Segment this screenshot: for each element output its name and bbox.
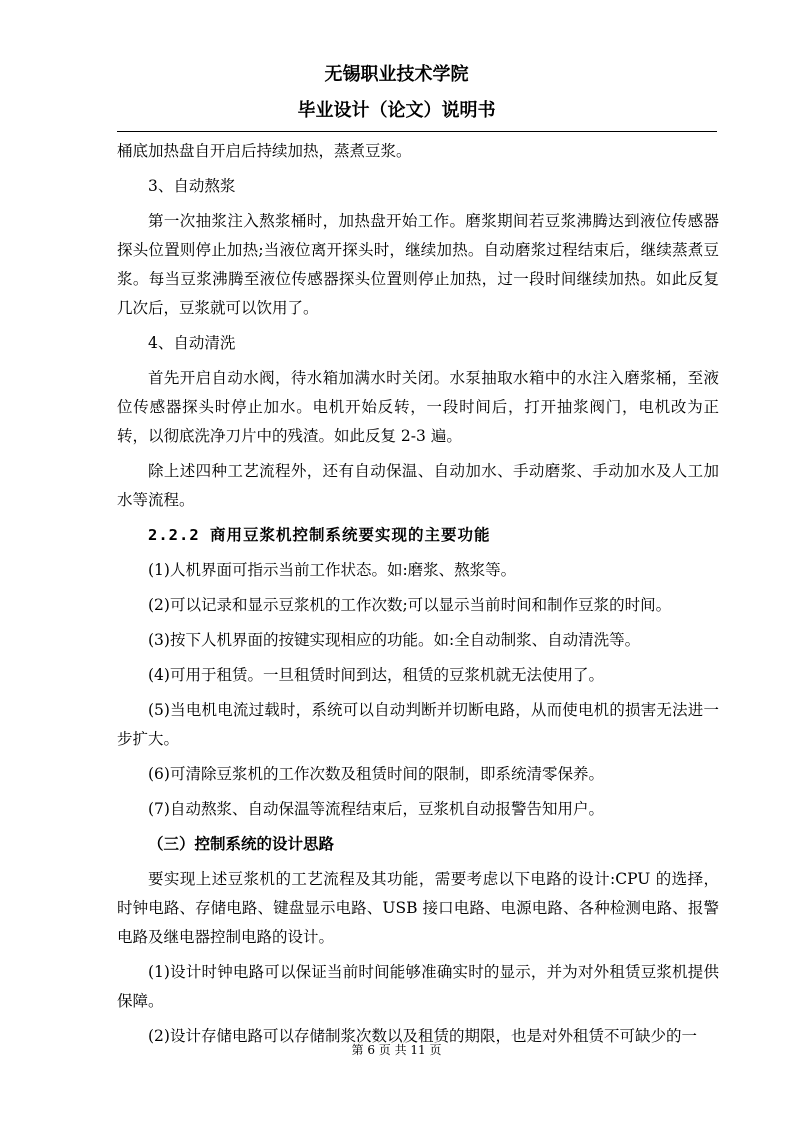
section-heading-2-2-2: 2.2.2 商用豆浆机控制系统要实现的主要功能 xyxy=(148,526,491,544)
paragraph: (1)设计时钟电路可以保证当前时间能够准确实时的显示，并为对外租赁豆浆机提供保障。 xyxy=(117,963,719,1010)
function-item: (4)可用于租赁。一旦租赁时间到达，租赁的豆浆机就无法使用了。 xyxy=(148,666,604,684)
paragraph: 首先开启自动水阀，待水箱加满水时关闭。水泵抽取水箱中的水注入磨浆桶，至液位传感器探头时停止加水。电机开始反转，一段时间后，打开抽浆阀门，电机改为正转，以彻底洗净刀片中的残渣。如此反复 2-3 遍。 xyxy=(117,369,719,445)
paragraph: 要实现上述豆浆机的工艺流程及其功能，需要考虑以下电路的设计:CPU 的选择，时钟电路、存储电路、键盘显示电路、USB 接口电路、电源电路、各种检测电路、报警电路及继电器控制电路的设计。 xyxy=(117,870,719,946)
subheading-auto-boil: 3、自动熬浆 xyxy=(148,177,236,195)
paragraph: (2)设计存储电路可以存储制浆次数以及租赁的期限，也是对外租赁不可缺少的一 xyxy=(148,1027,697,1045)
subheading-auto-clean: 4、自动清洗 xyxy=(148,334,236,352)
function-item: (6)可清除豆浆机的工作次数及租赁时间的限制，即系统清零保养。 xyxy=(148,765,604,783)
header-doc-type: 毕业设计（论文）说明书 xyxy=(297,100,496,121)
function-item: (7)自动熬浆、自动保温等流程结束后，豆浆机自动报警告知用户。 xyxy=(148,800,604,818)
paragraph: 第一次抽浆注入熬浆桶时，加热盘开始工作。磨浆期间若豆浆沸腾达到液位传感器探头位置则停止加热;当液位离开探头时，继续加热。自动磨浆过程结束后，继续蒸煮豆浆。每当豆浆沸腾至液位传感器探头位置则停止加热，过一段时间继续加热。如此反复几次后，豆浆就可以饮用了。 xyxy=(117,212,719,317)
page-footer: 第 6 页 共 11 页 xyxy=(351,1043,442,1057)
header-institution: 无锡职业技术学院 xyxy=(324,64,469,85)
function-item: (3)按下人机界面的按键实现相应的功能。如:全自动制浆、自动清洗等。 xyxy=(148,631,641,649)
paragraph: 除上述四种工艺流程外，还有自动保温、自动加水、手动磨浆、手动加水及人工加水等流程。 xyxy=(117,462,719,509)
paragraph: 桶底加热盘自开启后持续加热，蒸煮豆浆。 xyxy=(117,142,412,160)
function-item: (5)当电机电流过载时，系统可以自动判断并切断电路，从而使电机的损害无法进一步扩大。 xyxy=(117,701,719,748)
function-item: (2)可以记录和显示豆浆机的工作次数;可以显示当前时间和制作豆浆的时间。 xyxy=(148,596,672,614)
document-body xyxy=(117,137,719,1051)
function-item: (1)人机界面可指示当前工作状态。如:磨浆、熬浆等。 xyxy=(148,561,517,579)
header-rule xyxy=(117,131,717,132)
section-heading-3: （三）控制系统的设计思路 xyxy=(148,835,335,853)
